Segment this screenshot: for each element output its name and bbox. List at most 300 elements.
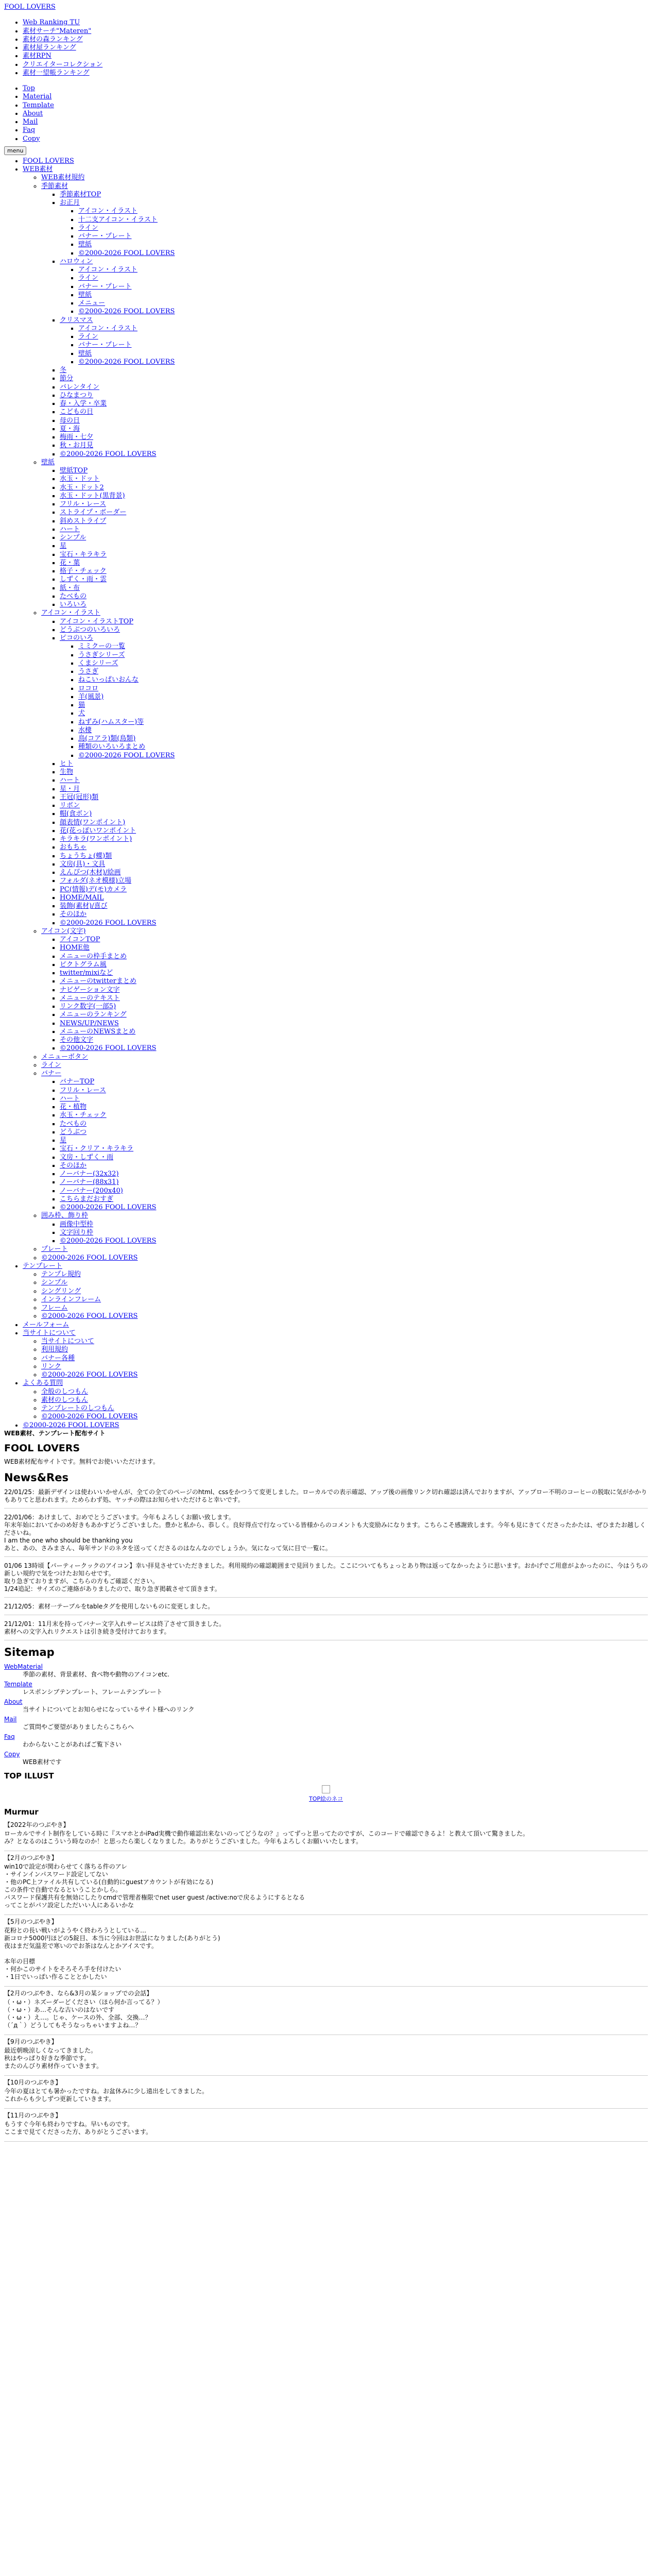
tree-node-item [60, 1111, 648, 1120]
tree-node-item [60, 500, 648, 509]
tree-node-item [60, 408, 648, 416]
tree-node-link[interactable]: ストライプ・ボーダー [60, 509, 127, 517]
tree-node-item [41, 1212, 648, 1245]
tree-node-link[interactable]: 画像中型枠 [60, 1220, 94, 1228]
tree-node-link[interactable]: よくある質問 [23, 1379, 63, 1387]
tree-node-link[interactable]: メニューボタン [41, 1053, 89, 1061]
tree-node-link[interactable]: アイコン(文字) [41, 927, 86, 935]
tree-node-item [41, 1061, 648, 1070]
tree-node-link[interactable]: シンプル [60, 534, 87, 541]
tree-node-item [23, 1421, 648, 1430]
tree-node-link[interactable]: バナー各種 [41, 1354, 75, 1362]
tree-node-link[interactable]: 花(花っぽいワンポイント [60, 826, 136, 835]
tree-node-item [78, 224, 648, 232]
tree-node-link[interactable]: テンプレート [23, 1262, 62, 1270]
tree-node-item [78, 659, 648, 668]
top-link-item [23, 36, 648, 44]
tree-node-link[interactable]: 生物 [60, 768, 74, 776]
nav-material-link[interactable]: Material [23, 93, 52, 101]
tree-node-item [60, 534, 648, 542]
tree-node-link[interactable]: 斜めストライプ [60, 517, 107, 525]
news-entry: 22/01/06：あけまして、おめでとうございます。今年もよろしくお願い致します。 年末年始においてかのめ好きもあかすどうございました。豊かと私から、恭しく。良好得点で行なっている皆様からのコメントも大変励みになります。こちらこそ感謝致します。今年も見にきてくださったかたは、ぜひまたお越しくださいね。 I am the one who should be thanking you あと、あの、さみまさん、毎年サンドのネタを送ってくださるのはなんなのでしょうか。気になって気に目で一覧に。 [4, 1514, 648, 1557]
tree-node-item [60, 1137, 648, 1145]
sitemap-desc: 当サイトについてとお知らせになっているサイト様へのリンク [23, 1706, 195, 1713]
tree-node-link[interactable]: ライン [78, 333, 98, 341]
tree-node-item [41, 609, 648, 927]
tree-node-item [60, 475, 648, 483]
tree-node-item [60, 1120, 648, 1128]
top-link-link[interactable]: 素材RPN [23, 52, 51, 60]
tree-node-link[interactable]: フリル・レース [60, 500, 106, 508]
tree-node-item [60, 425, 648, 433]
tree-node-link[interactable]: ハート [60, 776, 80, 785]
cat-image-icon[interactable] [322, 1785, 330, 1793]
tree-node-link[interactable]: 囲み枠、飾り枠 [41, 1212, 89, 1220]
tree-node-link[interactable]: ちょうちょ(蝶)類 [60, 852, 112, 860]
tree-sublist [41, 467, 648, 609]
tree-node-link[interactable]: えんぴつ(木材)/絵画 [60, 869, 121, 876]
tree-node-link[interactable]: ©2000-2026 FOOL LOVERS [41, 1312, 138, 1320]
tree-node-item [41, 1279, 648, 1287]
tree-node-item [41, 1070, 648, 1212]
tree-node-link[interactable]: 文房・しずく・雨 [60, 1153, 114, 1161]
tree-node-link[interactable]: アイコン・イラスト [78, 207, 138, 215]
tree-node-link[interactable]: FOOL LOVERS [23, 157, 74, 165]
tree-node-link[interactable]: 素材のしつもん [41, 1396, 89, 1404]
tree-node-item [60, 1011, 648, 1019]
tree-node-link[interactable]: うさぎシリーズ [78, 651, 125, 659]
tree-node-link[interactable]: ノーバナー(32x32) [60, 1170, 119, 1178]
tree-node-link[interactable]: プレート [41, 1245, 68, 1253]
tree-node-item [78, 642, 648, 651]
tree-node-link[interactable]: 秋・お月見 [60, 442, 94, 450]
tree-node-link[interactable]: バレンタイン [60, 383, 99, 391]
tree-node-link[interactable]: ©2000-2026 FOOL LOVERS [41, 1253, 138, 1262]
tree-node-item [41, 1254, 648, 1262]
tree-node-item [41, 1304, 648, 1312]
tree-node-link[interactable]: ライン [78, 274, 98, 282]
tree-node-link[interactable]: 装飾(素材)/喜び [60, 902, 108, 910]
tree-node-item [60, 433, 648, 442]
tree-node-link[interactable]: 宝石・クリア・キラキラ [60, 1145, 134, 1153]
tree-node-link[interactable]: 水玉・ドット [60, 475, 100, 483]
tree-node-link[interactable]: シンプル [41, 1279, 68, 1287]
tree-node-link[interactable]: キラキラ(ワンポイント) [60, 835, 132, 843]
tree-node-item [60, 1237, 648, 1245]
tree-node-link[interactable]: アイコン・イラスト [78, 324, 138, 332]
blog-heading: Murmur [4, 1807, 39, 1817]
tree-node-link[interactable]: 文房(具)・文具 [60, 860, 106, 868]
sitemap-term [4, 1663, 648, 1671]
tree-node-item [60, 383, 648, 392]
tree-node-link[interactable]: ピクトグラム風 [60, 960, 107, 969]
tree-node-link[interactable]: アイコン・イラストTOP [60, 617, 133, 625]
tree-node-link[interactable]: ©2000-2026 FOOL LOVERS [23, 1421, 119, 1429]
tree-node-link[interactable]: ©2000-2026 FOOL LOVERS [60, 1237, 157, 1245]
news-entry: 21/12/05：素材一テーブルをtableタグを使用しないものに変更しました。 [4, 1603, 648, 1615]
tree-node-link[interactable]: 種類のいろいろまとめ [78, 743, 146, 751]
tree-node-link[interactable]: 季節素材TOP [60, 190, 101, 198]
tree-node-item [60, 575, 648, 584]
tree-node-link[interactable]: ナビゲーション文字 [60, 986, 120, 994]
top-link-link[interactable]: 素材の森ランキング [23, 35, 83, 43]
tree-node-link[interactable]: 壁紙 [78, 349, 92, 358]
tree-node-item [60, 1229, 648, 1237]
tree-node-item [78, 709, 648, 718]
top-illust-heading: TOP ILLUST [4, 1771, 54, 1781]
tree-node-link[interactable]: こちらまだおすぎ [60, 1195, 114, 1203]
spacer [4, 77, 648, 84]
tree-node-link[interactable]: 壁紙 [78, 241, 92, 249]
tree-node-link[interactable]: くまシリーズ [78, 659, 118, 667]
tree-sublist [41, 1078, 648, 1212]
tree-node-item [60, 1162, 648, 1170]
tree-node-item [60, 509, 648, 517]
tree-node-item [60, 1145, 648, 1153]
tree-node-item [60, 567, 648, 575]
tree-node-link[interactable]: 利用規約 [41, 1346, 68, 1354]
tree-node-link[interactable]: 季節素材 [41, 182, 68, 190]
tree-node-link[interactable]: ©2000-2026 FOOL LOVERS [60, 919, 157, 927]
tree-node-link[interactable]: 壁紙 [78, 291, 92, 299]
tree-node-link[interactable]: 梅雨・七夕 [60, 433, 94, 441]
sitemap-link[interactable]: Template [4, 1681, 32, 1688]
top-link-item [23, 52, 648, 60]
tree-node-item [41, 459, 648, 609]
tree-node-link[interactable]: ひなまつり [60, 391, 94, 399]
sitemap-desc: レスポンシブテンプレート、フレームテンプレート [23, 1688, 163, 1696]
tree-node-link[interactable]: 顔表情(ワンポイント) [60, 818, 126, 826]
tree-node-link[interactable]: ノーバナー(200x40) [60, 1187, 123, 1195]
tree-node-link[interactable]: 紙・布 [60, 584, 80, 592]
tree-node-link[interactable]: 冬 [60, 366, 67, 374]
nav-copy-link[interactable]: Copy [23, 134, 40, 143]
tree-node-link[interactable]: 星 [60, 542, 67, 550]
tree-node-item [23, 1321, 648, 1329]
tree-node-link[interactable]: バナー [41, 1070, 62, 1077]
tree-node-link[interactable]: メニューのtwitterまとめ [60, 977, 136, 986]
tree-node-item [60, 827, 648, 835]
tree-node-link[interactable]: 節分 [60, 375, 74, 383]
tree-node-item [60, 902, 648, 910]
top-link-link[interactable]: 素材一望帳ランキング [23, 69, 90, 77]
tree-node-item [60, 793, 648, 802]
tree-node-link[interactable]: 壁紙 [41, 458, 55, 466]
tree-node-link[interactable]: フレーム [41, 1304, 68, 1312]
tree-node-link[interactable]: 当サイトについて [23, 1329, 76, 1337]
tree-node-item [60, 542, 648, 550]
nav-about-item [23, 110, 648, 118]
tree-node-link[interactable]: メニューのテキスト [60, 994, 120, 1002]
tree-node-item [41, 174, 648, 182]
tree-node-link[interactable]: シングリング [41, 1287, 81, 1295]
tree-node-item [78, 693, 648, 701]
tree-node-link[interactable]: 夏・海 [60, 425, 80, 433]
sitemap-term [4, 1681, 648, 1688]
tree-node-item [78, 274, 648, 282]
tree-node-link[interactable]: ©2000-2026 FOOL LOVERS [60, 1044, 157, 1053]
sitemap-link[interactable]: Copy [4, 1751, 20, 1758]
tree-node-link[interactable]: 文字回り枠 [60, 1228, 94, 1236]
sitemap-link[interactable]: Mail [4, 1716, 17, 1723]
top-illust[interactable] [4, 1785, 648, 1803]
tree-node-item [60, 819, 648, 827]
tree-node-item [78, 308, 648, 316]
tree-node-link[interactable]: 十二支アイコン・イラスト [78, 215, 158, 224]
tree-node-link[interactable]: しずく・雨・雲 [60, 575, 107, 584]
tree-node-item [60, 1078, 648, 1086]
tree-node-item [41, 1413, 648, 1421]
tree-node-item [60, 760, 648, 768]
tree-node-item [78, 325, 648, 333]
sitemap-link[interactable]: WebMaterial [4, 1663, 43, 1670]
sitemap-term [4, 1716, 648, 1723]
top-link-item [23, 69, 648, 77]
tree-node-link[interactable]: ライン [41, 1061, 61, 1069]
blog-entries [4, 1821, 648, 2142]
tree-node-link[interactable]: リンク [41, 1362, 61, 1370]
tree-node-item [60, 366, 648, 375]
tree-node-link[interactable]: うさぎ [78, 668, 99, 675]
divider [4, 1986, 648, 1987]
tree-node-link[interactable]: 格子・チェック [60, 567, 107, 575]
sitemap-list [4, 1663, 648, 1766]
nav-faq-item [23, 126, 648, 134]
divider [4, 1914, 648, 1915]
tree-node-item [60, 994, 648, 1003]
sitemap-link[interactable]: Faq [4, 1733, 15, 1740]
tree-node-link[interactable]: ©2000-2026 FOOL LOVERS [60, 1204, 157, 1211]
tree-node-link[interactable]: 水玉・ドット2 [60, 483, 104, 492]
tree-node-link[interactable]: 星・月 [60, 785, 80, 793]
tree-node-link[interactable]: ©2000-2026 FOOL LOVERS [78, 308, 175, 316]
tree-node-link[interactable]: お正月 [60, 199, 80, 207]
divider [4, 2075, 648, 2076]
tree-node-link[interactable]: ©2000-2026 FOOL LOVERS [78, 249, 175, 257]
tree-node-item [41, 1296, 648, 1304]
sitemap-link[interactable]: About [4, 1698, 23, 1705]
tree-node-item [60, 810, 648, 818]
tree-node-link[interactable]: たべもの [60, 1120, 87, 1128]
menu-button[interactable]: menu [4, 146, 26, 155]
tree-node-link[interactable]: 花・葉 [60, 558, 80, 567]
tree-node-link[interactable]: ハート [60, 525, 80, 533]
tree-node-item [41, 1337, 648, 1346]
tree-node-link[interactable]: ミミクーの一覧 [78, 642, 126, 651]
tree-node-link[interactable]: ねこいっぱいおんな [78, 676, 139, 684]
tree-node-link[interactable]: フリル・レース [60, 1086, 106, 1094]
top-illust-caption[interactable]: TOP絵のネコ [308, 1795, 343, 1802]
tree-node-item [60, 877, 648, 885]
tree-node-link[interactable]: ロコロ [78, 684, 99, 692]
tree-node-link[interactable]: ピコのいろ [60, 634, 94, 642]
tree-node-link[interactable]: HOME他 [60, 944, 90, 952]
tree-node-link[interactable]: 宝石・キラキラ [60, 550, 107, 558]
tree-node-link[interactable]: 水玉・チェック [60, 1111, 107, 1120]
tree-node-item [60, 944, 648, 952]
top-link-item [23, 61, 648, 69]
tree-node-item [60, 961, 648, 969]
tree-node-item [60, 886, 648, 894]
tree-node-link[interactable]: おもちゃ [60, 843, 87, 852]
tree-node-link[interactable]: ねずみ(ハムスター)等 [78, 718, 144, 726]
tree-node-item [78, 232, 648, 241]
tree-node-link[interactable]: アイコン・イラスト [78, 266, 138, 274]
tree-node-link[interactable]: WEB素材 [23, 165, 53, 173]
tree-sublist [23, 174, 648, 1262]
tree-node-link[interactable]: バナー・プレート [78, 282, 132, 291]
top-link-link[interactable]: 素材サーチ"Materen" [23, 27, 92, 35]
tree-node-link[interactable]: ライン [78, 224, 98, 232]
tree-node-item [23, 157, 648, 165]
tree-node-item [60, 450, 648, 459]
tree-node-link[interactable]: クリスマス [60, 316, 93, 324]
tree-node-link[interactable]: ©2000-2026 FOOL LOVERS [41, 1413, 138, 1421]
tree-node-link[interactable]: ©2000-2026 FOOL LOVERS [41, 1371, 138, 1379]
tree-node-link[interactable]: そのほか [60, 1161, 87, 1170]
tree-node-item [60, 442, 648, 450]
tree-node-link[interactable]: 水玉・ドット(黒背景) [60, 492, 125, 500]
site-tree [4, 157, 648, 1430]
news-heading: News&Res [4, 1471, 68, 1484]
tree-node-link[interactable]: メニュー [78, 299, 106, 307]
tree-node-link[interactable]: 母の日 [60, 416, 80, 425]
tree-node-link[interactable]: twitter/mixiなど [60, 969, 113, 977]
tree-node-link[interactable]: リンク数字(一部5) [60, 1003, 116, 1010]
tree-sublist [60, 642, 648, 760]
tree-node-link[interactable]: ハート [60, 1094, 80, 1103]
tree-node-link[interactable]: バナー・プレート [78, 232, 132, 240]
top-link-link[interactable]: Web Ranking TU [23, 19, 80, 27]
tree-node-link[interactable]: 春・入学・卒業 [60, 400, 107, 408]
nav-top-link[interactable]: Top [23, 84, 35, 92]
tree-node-link[interactable]: フォルダ(ネオ模様)立場 [60, 877, 131, 885]
top-links-list [4, 19, 648, 77]
tree-node-link[interactable]: 帽(食ボン) [60, 810, 92, 818]
tree-sublist [41, 1221, 648, 1246]
tree-node-item [60, 1087, 648, 1095]
tree-node-item [60, 484, 648, 492]
tree-node-item [60, 1003, 648, 1011]
tree-node-link[interactable]: メニューのランキング [60, 1011, 127, 1019]
tree-node-link[interactable]: こどもの日 [60, 408, 94, 416]
tree-node-link[interactable]: 花・植物 [60, 1103, 87, 1111]
tree-sublist [23, 1388, 648, 1421]
tree-node-link[interactable]: ノーバナー(88x31) [60, 1178, 119, 1187]
tree-sublist [41, 618, 648, 927]
tree-node-link[interactable]: 羊(風景) [78, 692, 104, 701]
top-link-link[interactable]: 素材屋ランキング [23, 44, 76, 52]
tree-node-item [78, 241, 648, 249]
tree-node-item [41, 1388, 648, 1396]
tree-node-link[interactable]: いろいろ [60, 601, 87, 608]
tree-node-link[interactable]: インラインフレーム [41, 1295, 101, 1303]
top-link-link[interactable]: クリエイターコレクション [23, 60, 103, 69]
tree-node-item [60, 986, 648, 994]
tree-node-link[interactable]: ©2000-2026 FOOL LOVERS [78, 751, 175, 759]
tree-node-item [41, 1270, 648, 1279]
nav-about-link[interactable]: About [23, 109, 43, 117]
tree-node-link[interactable]: そのほか [60, 910, 87, 919]
tree-node-item [78, 291, 648, 299]
blog-title: 【11月のつぶやき】 [4, 2112, 62, 2119]
tree-node-item [60, 936, 648, 944]
tree-node-link[interactable]: メニューのNEWSまとめ [60, 1027, 136, 1036]
tree-node-item [60, 375, 648, 383]
tree-node-link[interactable]: その他文字 [60, 1036, 94, 1044]
tree-node-item [60, 1128, 648, 1137]
tree-node-link[interactable]: 猫 [78, 701, 85, 709]
tree-node-link[interactable]: どうぶつ [60, 1128, 87, 1136]
tree-node-link[interactable]: メールフォーム [23, 1320, 70, 1329]
tree-node-link[interactable]: 鳥(コアラ)類(鳥類) [78, 735, 136, 742]
tree-node-link[interactable]: 犬 [78, 709, 85, 718]
tree-node-item [60, 258, 648, 316]
tree-node-link[interactable]: メニューの枠手まとめ [60, 952, 127, 960]
site-description: WEB素材配布サイトです。無料でお使いいただけます。 [4, 1458, 159, 1465]
nav-faq-link[interactable]: Faq [23, 126, 36, 134]
tree-node-link[interactable]: テンプレートのしつもん [41, 1404, 114, 1412]
tree-node-link[interactable]: アイコンTOP [60, 936, 100, 943]
tree-node-link[interactable]: リボン [60, 802, 80, 809]
tree-node-link[interactable]: HOME/MAIL [60, 893, 104, 902]
tree-node-link[interactable]: ヒト [60, 759, 74, 768]
tree-node-link[interactable]: 当サイトについて [41, 1337, 94, 1345]
blog-body: 花粉との長い戦いがようやく終わろうとしている… 新コロナ5000円ほどの5錠目、本当に今回はお世話になりました(ありがとう) 夜はまだ気温差で寒いのでお茶はなんとかアイスです。 本年の目標 ・何かこのサイトをそろそろ手を付けたい ・1日でいっぱい作ることとかしたい [4, 1927, 220, 1980]
nav-mail-link[interactable]: Mail [23, 118, 38, 126]
tree-node-link[interactable]: 星 [60, 1137, 67, 1144]
tree-node-item [60, 417, 648, 425]
tree-node-link[interactable]: NEWS/UP/NEWS [60, 1019, 119, 1027]
tree-node-link[interactable]: アイコン・イラスト [41, 609, 100, 617]
tree-node-item [60, 1028, 648, 1036]
nav-template-link[interactable]: Template [23, 101, 54, 109]
tree-node-item [60, 526, 648, 534]
sitemap-desc: WEB素材です [23, 1758, 62, 1766]
tree-sublist [23, 1270, 648, 1321]
tree-node-link[interactable]: 水棲 [78, 726, 92, 734]
tree-node-link[interactable]: たべもの [60, 592, 87, 600]
brand-link[interactable]: FOOL LOVERS [4, 3, 56, 11]
tree-node-item [41, 1312, 648, 1320]
tree-node-item [60, 618, 648, 626]
tree-sublist [60, 266, 648, 316]
tree-node-link[interactable]: 王冠(冠形)類 [60, 793, 99, 801]
tree-node-link[interactable]: 壁紙TOP [60, 467, 88, 474]
tree-node-item [78, 743, 648, 751]
tree-node-link[interactable]: PC(情報)デ(モ)カメラ [60, 885, 127, 893]
tree-node-link[interactable]: テンプレ規約 [41, 1270, 81, 1278]
sitemap-desc: 季節の素材、背景素材、食べ物や動物のアイコンetc. [23, 1671, 169, 1678]
tree-node-link[interactable]: 全般のしつもん [41, 1387, 89, 1396]
tree-node-link[interactable]: バナー・プレート [78, 341, 132, 349]
tree-node-link[interactable]: ハロウィン [60, 257, 93, 265]
tree-node-link[interactable]: ©2000-2026 FOOL LOVERS [60, 450, 157, 458]
tree-node-link[interactable]: どうぶつのいろいろ [60, 625, 121, 634]
tree-node-item [78, 283, 648, 291]
site-title: FOOL LOVERS [4, 1442, 80, 1454]
blog-title: 【2月のつぶやき】 [4, 1854, 58, 1861]
tree-node-item [23, 165, 648, 1262]
tree-node-item [78, 266, 648, 274]
tree-node-item [78, 752, 648, 760]
tree-node-item [41, 1363, 648, 1371]
tree-node-link[interactable]: バナーTOP [60, 1078, 95, 1086]
top-link-item [23, 27, 648, 36]
blog-title: 【2月のつぶやき、なら&3月の某ショップでの会話】 [4, 1990, 153, 1997]
tree-node-link[interactable]: WEB素材規約 [41, 174, 85, 182]
tree-node-link[interactable]: ©2000-2026 FOOL LOVERS [78, 358, 175, 366]
